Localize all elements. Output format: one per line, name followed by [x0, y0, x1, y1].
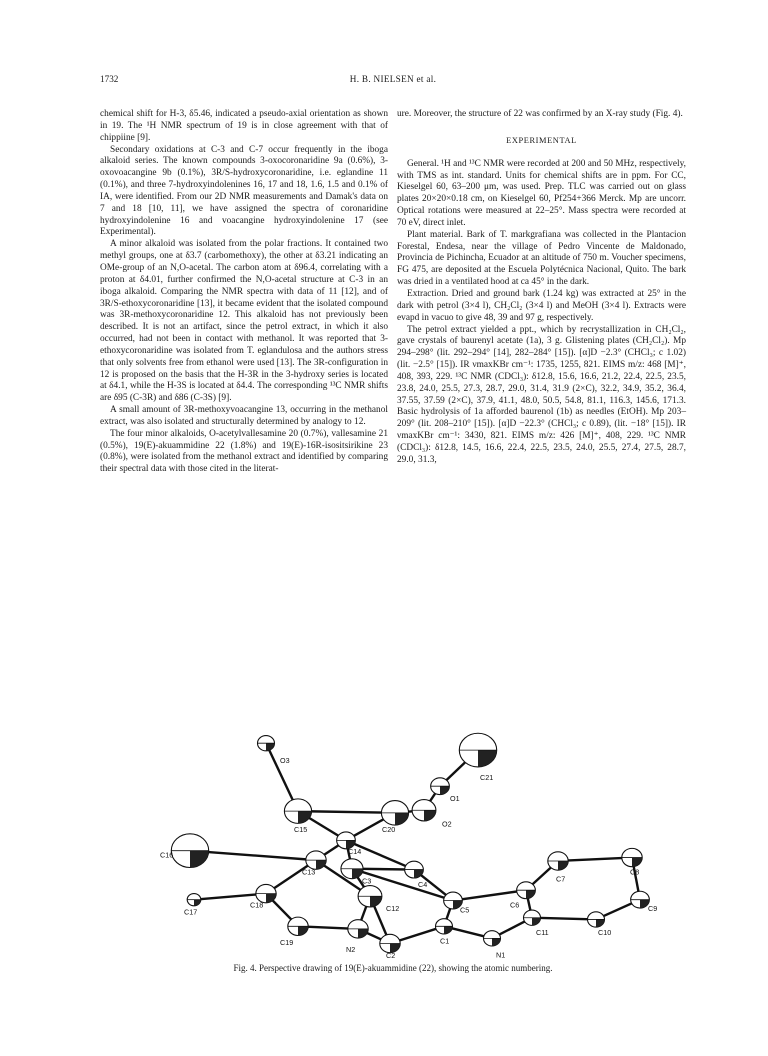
atom-label-C7: C7 — [556, 874, 566, 884]
atom-label-C12: C12 — [386, 903, 400, 913]
atom-O1 — [431, 778, 450, 795]
paragraph: chemical shift for H-3, δ5.46, indicated a pseudo-axial orientation as shown in 19. The ¹H NMR spectrum of 19 is in close agreement with that of chippiine [9]. — [100, 109, 388, 143]
atom-C11 — [524, 910, 541, 925]
atom-O3 — [258, 736, 275, 751]
paragraph: Secondary oxidations at C-3 and C-7 occur frequently in the iboga alkaloid series. The known compounds 3-oxocoronaridine 9a (0.6%), 3-oxovoacangine 9b (0.1%), 3R/S-hydroxycoronaridine, i.e. eglandine 11 (0.1%), and three 7-hydroxyindolenines 16, 17 and 18, 1.6, 1.5 and 0.1% of IA, were identified. From our 2D NMR measurements and Damak's data on 7 and 18 [10, 11], we have assigned the spectra of coronaridine hydroxyindolenine 16 and voacangine hydroxyindolenine 17 (see Experimental). — [100, 144, 388, 238]
atom-label-N2: N2 — [346, 945, 356, 955]
atom-C21 — [459, 733, 496, 767]
atom-label-C20: C20 — [382, 824, 396, 834]
atom-label-C19: C19 — [280, 938, 294, 948]
atom-C7 — [548, 852, 568, 870]
left-column — [100, 109, 388, 476]
atom-label-C2: C2 — [386, 951, 396, 961]
paragraph: The petrol extract yielded a ppt., which by recrystallization in CH₂Cl₂, gave crystals of baurenyl acetate (1a), 3 g. Glistening plates (CH₂Cl₂). Mp 294–298° (lit. 292–294° [14], 282–284° [15]). [α]D −2.3° (CHCl₃; c 1.02) (lit. −2.5° [15]). IR νmaxKBr cm⁻¹: 1735, 1255, 821. EIMS m/z: 468 [M]⁺, 408, 393, 229. ¹³C NMR (CDCl₃): δ12.8, 15.6, 16.6, 21.2, 22.4, 22.5, 23.5, 23.8, 24.0, 25.5, 27.3, 28.7, 29.0, 31.4, 31.9 (2×C), 32.2, 34.9, 35.2, 36.4, 37.55, 37.59 (2×C), 37.9, 41.1, 48.0, 50.5, 54.8, 81.1, 116.3, 145.6, 171.3. Basic hydrolysis of 1a afforded baurenol (1b) as needles (EtOH). Mp 203–209° (lit. 208–210° [15]). [α]D −22.3° (CHCl₃; c 0.89), (lit. −18° [15]). IR νmaxKBr cm⁻¹: 3430, 821. EIMS m/z: 426 [M]⁺, 408, 229. ¹³C NMR (CDCl₃): δ12.8, 14.5, 16.6, 22.4, 22.5, 23.5, 24.0, 25.5, 27.4, 27.5, 28.7, 29.0, 31.3, — [397, 324, 686, 465]
atom-label-C10: C10 — [598, 927, 612, 937]
atom-label-C14: C14 — [348, 847, 362, 857]
atom-C8 — [622, 848, 642, 866]
atom-C19 — [288, 917, 308, 935]
paragraph: ure. Moreover, the structure of 22 was confirmed by an X-ray study (Fig. 4). — [397, 109, 683, 119]
atom-O2 — [412, 800, 436, 821]
atom-C3 — [341, 859, 363, 879]
atom-C12 — [358, 886, 382, 907]
atom-C13 — [306, 851, 326, 869]
running-header — [100, 74, 686, 88]
atom-label-C6: C6 — [510, 900, 520, 910]
atom-label-O1: O1 — [450, 793, 460, 803]
bond-C5-C6 — [453, 890, 526, 900]
paragraph: Extraction. Dried and ground bark (1.24 kg) was extracted at 25° in the dark with petrol (3×4 l), CH₂Cl₂ (3×4 l) and MeOH (3×4 l). Extracts were evapd in vacuo to give 48, 39 and 97 g, respectively. — [397, 288, 686, 323]
atom-C17 — [187, 894, 201, 906]
atom-label-C9: C9 — [648, 903, 658, 913]
atom-label-C13: C13 — [302, 867, 316, 877]
atom-N1 — [484, 931, 501, 946]
atom-C20 — [381, 801, 408, 825]
atom-label-C16: C16 — [160, 850, 174, 860]
paragraph: A small amount of 3R-methoxyvoacangine 13, occurring in the methanol extract, was also isolated and structurally determined by analogy to 12. — [100, 405, 388, 427]
atom-label-C18: C18 — [250, 900, 264, 910]
atom-C1 — [436, 919, 453, 934]
running-title: H. B. NIELSEN et al. — [349, 74, 437, 84]
atom-C6 — [517, 882, 536, 899]
bond-C7-C8 — [558, 858, 632, 861]
atom-C15 — [284, 799, 311, 823]
paragraph: The four minor alkaloids, O-acetylvallesamine 20 (0.7%), vallesamine 21 (0.5%), 19(E)-akuammidine 22 (1.8%) and 19(E)-16R-isositsirikine 23 (0.8%), were isolated from the methanol extract and identified by comparing their spectral data with those cited in the literat- — [100, 428, 388, 475]
atom-label-C3: C3 — [362, 876, 372, 886]
molecule-drawing — [150, 720, 670, 965]
atom-N2 — [348, 920, 368, 938]
bond-C18-C17 — [194, 894, 266, 900]
atom-C16 — [171, 834, 208, 868]
atom-label-N1: N1 — [496, 950, 506, 960]
page-number: 1732 — [100, 74, 119, 84]
atom-label-O2: O2 — [442, 819, 452, 829]
atom-C9 — [631, 891, 650, 908]
atom-label-O3: O3 — [280, 755, 290, 765]
atom-C10 — [588, 912, 605, 927]
atom-label-C21: C21 — [480, 773, 494, 783]
paragraph: A minor alkaloid was isolated from the polar fractions. It contained two methyl groups, one at δ3.7 (carbomethoxy), the other at δ3.21 indicating an OMe-group of an N,O-acetal. The carbon atom at δ96.4, correlating with a proton at δ4.01, further confirmed the N,O-acetal structure at C-3 in an iboga alkaloid. Comparing the NMR spectra with data of 11 [12], and of 3R/S-ethoxycoronaridine [13], it became evident that the isolated compound was 3R-methoxycoronaridine 12. This alkaloid has not previously been described. It is not an artifact, since the petrol extract, in which it also occurred, had not been in contact with methanol. It was reported that 3-ethoxycoronaridine was isolated from T. eglandulosa and the authors stress that only solvents free from ethanol were used [13]. The 3R-configuration in 12 is proposed on the basis that the H-3R in the 3-hydroxy series is located at δ4.1, while the H-3S is located at δ4.4. The corresponding ¹³C NMR shifts are δ95 (C-3R) and δ86 (C-3S) [9]. — [100, 239, 388, 404]
atom-label-C1: C1 — [440, 936, 450, 946]
paragraph: General. ¹H and ¹³C NMR were recorded at 200 and 50 MHz, respectively, with TMS as int. standard. Units for chemical shifts are in ppm. For CC, Kieselgel 60, 63–200 μm, was used. Prep. TLC was carried out on glass plates 20×20×0.18 cm, on Kieselgel 60, Pf254+366 Merck. Mp are uncorr. Optical rotations were measured at 22–25°. Mass spectra were recorded at 70 eV, direct inlet. — [397, 158, 686, 228]
atom-label-C17: C17 — [184, 907, 198, 917]
atom-label-C11: C11 — [536, 927, 549, 937]
bond-C10-C11 — [532, 918, 596, 920]
ortep-figure — [150, 720, 670, 965]
paragraph: Plant material. Bark of T. markgrafiana was collected in the Plantacion Forestal, Endesa, near the village of Pedro Vincente de Maldonado, Provincia de Pichincha, Ecuador at an altitude of 750 m. Voucher specimens, FG 475, are deposited at the Escuela Polytécnica Nacional, Quito. The bark was dried in a ventilated hood at ca 45° in the dark. — [397, 229, 686, 288]
atom-label-C4: C4 — [418, 879, 428, 889]
atom-label-C5: C5 — [460, 905, 470, 915]
section-heading: EXPERIMENTAL — [506, 135, 577, 145]
atom-label-C15: C15 — [294, 824, 308, 834]
atom-label-C8: C8 — [630, 867, 640, 877]
atom-C4 — [405, 861, 424, 878]
atom-C2 — [380, 934, 400, 952]
figure-caption: Fig. 4. Perspective drawing of 19(E)-akuammidine (22), showing the atomic numbering. — [233, 963, 553, 973]
right-column — [397, 109, 686, 467]
bond-C15-C20 — [298, 811, 395, 813]
